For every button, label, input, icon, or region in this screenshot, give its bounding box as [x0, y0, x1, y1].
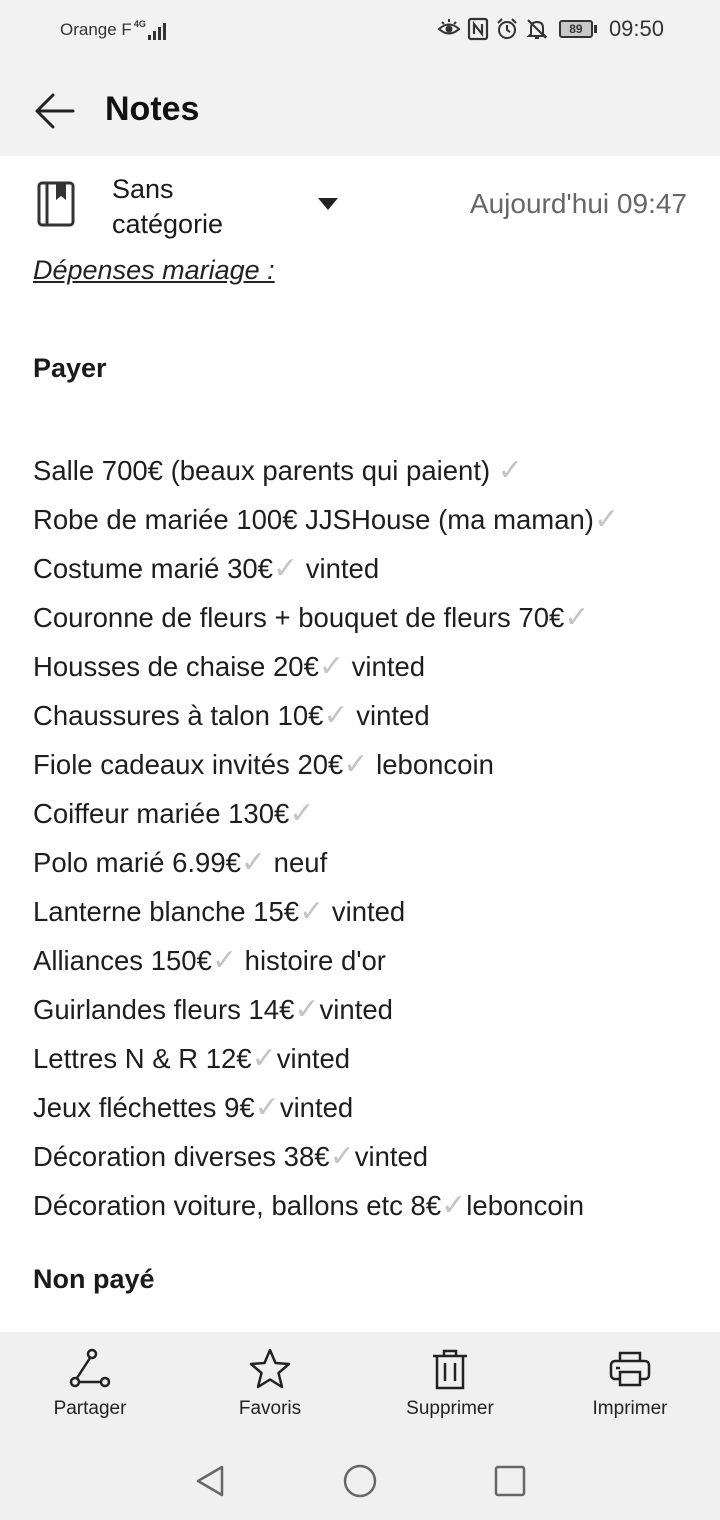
- expense-source: leboncoin: [368, 749, 494, 780]
- checkmark-icon: ✓: [240, 846, 267, 879]
- expense-source: leboncoin: [466, 1190, 585, 1221]
- expense-text: Fiole cadeaux invités 20€: [33, 749, 344, 780]
- star-icon: [247, 1346, 293, 1392]
- nfc-icon: [467, 17, 489, 41]
- checkmark-icon: ✓: [254, 1091, 280, 1124]
- expense-item: [33, 544, 693, 593]
- nav-recents-button[interactable]: [490, 1461, 530, 1501]
- signal-icon: [148, 22, 166, 40]
- notebook-icon: [36, 180, 76, 233]
- favorite-label: Favoris: [238, 1398, 302, 1419]
- expense-item: [33, 887, 693, 936]
- expense-item: [33, 1083, 693, 1132]
- expense-text: Housses de chaise 20€: [33, 651, 319, 682]
- expense-text: Costume marié 30€: [33, 553, 273, 584]
- expense-text: Polo marié 6.99€: [33, 847, 241, 878]
- delete-label: Supprimer: [406, 1398, 494, 1419]
- expense-item: [33, 1132, 693, 1181]
- nav-back-button[interactable]: [190, 1461, 230, 1501]
- expense-text: Couronne de fleurs + bouquet de fleurs 70€: [33, 602, 565, 633]
- printer-icon: [607, 1346, 653, 1392]
- alarm-icon: [495, 17, 519, 41]
- expense-text: Alliances 150€: [33, 945, 212, 976]
- note-heading: Dépenses mariage :: [33, 255, 275, 285]
- eye-comfort-icon: [437, 17, 461, 41]
- expense-item: [33, 593, 693, 642]
- expense-item: [33, 495, 693, 544]
- carrier-info: [60, 20, 166, 40]
- favorite-button[interactable]: [180, 1332, 360, 1442]
- checkmark-icon: ✓: [294, 993, 320, 1026]
- expense-source: vinted: [276, 1043, 351, 1074]
- checkmark-icon: ✓: [211, 944, 238, 977]
- expense-source: vinted: [348, 700, 430, 731]
- expense-source: vinted: [279, 1092, 354, 1123]
- note-body[interactable]: [33, 250, 693, 1357]
- expense-source: vinted: [298, 553, 380, 584]
- expense-item: [33, 446, 693, 495]
- expense-item: [33, 740, 693, 789]
- note-timestamp: Aujourd'hui 09:47: [469, 188, 687, 219]
- nav-home-icon: [342, 1463, 378, 1499]
- arrow-left-icon: [33, 91, 77, 131]
- expense-text: Guirlandes fleurs 14€: [33, 994, 295, 1025]
- checkmark-icon: ✓: [593, 503, 620, 536]
- battery-level: 89: [569, 22, 583, 36]
- nav-home-button[interactable]: [340, 1461, 380, 1501]
- checkmark-icon: ✓: [289, 797, 315, 830]
- nav-recents-icon: [492, 1463, 528, 1499]
- system-nav-bar: [0, 1442, 720, 1520]
- expense-list: [33, 446, 693, 1230]
- expense-text: Lettres N & R 12€: [33, 1043, 252, 1074]
- note-meta-row: [0, 166, 720, 246]
- expense-text: Lanterne blanche 15€: [33, 896, 300, 927]
- checkmark-icon: ✓: [318, 650, 345, 683]
- print-label: Imprimer: [592, 1398, 668, 1419]
- expense-text: Chaussures à talon 10€: [33, 700, 324, 731]
- bottom-toolbar: [0, 1332, 720, 1442]
- checkmark-icon: ✓: [564, 601, 590, 634]
- category-selector[interactable]: Sans catégorie: [112, 174, 224, 239]
- checkmark-icon: ✓: [329, 1140, 355, 1173]
- expense-source: neuf: [266, 847, 328, 878]
- checkmark-icon: ✓: [251, 1042, 277, 1075]
- carrier-name: Orange F: [60, 20, 132, 39]
- expense-source: histoire d'or: [237, 945, 386, 976]
- expense-source: vinted: [354, 1141, 429, 1172]
- checkmark-icon: ✓: [441, 1189, 467, 1222]
- mute-icon: [525, 17, 549, 41]
- expense-source: vinted: [344, 651, 426, 682]
- checkmark-icon: ✓: [272, 552, 299, 585]
- share-label: Partager: [53, 1398, 127, 1419]
- back-button[interactable]: [30, 86, 80, 136]
- expense-source: vinted: [319, 994, 393, 1025]
- page-title: Notes: [105, 90, 200, 128]
- dropdown-arrow-icon[interactable]: [316, 194, 340, 214]
- expense-text: Coiffeur mariée 130€: [33, 798, 290, 829]
- expense-item: [33, 838, 693, 887]
- expense-item: [33, 1181, 693, 1230]
- checkmark-icon: ✓: [323, 699, 349, 732]
- section-title-unpaid: Non payé: [33, 1264, 155, 1294]
- expense-item: [33, 691, 693, 740]
- print-button[interactable]: [540, 1332, 720, 1442]
- expense-item: [33, 985, 693, 1034]
- status-bar: [0, 0, 720, 62]
- checkmark-icon: ✓: [299, 895, 325, 928]
- network-type: 4G: [133, 19, 146, 29]
- expense-text: Décoration voiture, ballons etc 8€: [33, 1190, 442, 1221]
- expense-source: vinted: [324, 896, 406, 927]
- expense-item: [33, 936, 693, 985]
- trash-icon: [427, 1346, 473, 1392]
- section-title-paid: Payer: [33, 353, 107, 383]
- share-icon: [67, 1346, 113, 1392]
- expense-item: [33, 1034, 693, 1083]
- checkmark-icon: ✓: [343, 748, 369, 781]
- expense-text: Jeux fléchettes 9€: [33, 1092, 255, 1123]
- expense-text: Robe de mariée 100€ JJSHouse (ma maman): [33, 504, 594, 535]
- expense-text: Salle 700€ (beaux parents qui paient): [33, 455, 498, 486]
- expense-item: [33, 789, 693, 838]
- expense-item: [33, 642, 693, 691]
- clock: 09:50: [608, 16, 664, 41]
- app-bar: [0, 62, 720, 156]
- expense-text: Décoration diverses 38€: [33, 1141, 330, 1172]
- status-icons: [437, 16, 664, 42]
- nav-back-icon: [192, 1463, 228, 1499]
- battery-icon: [559, 20, 597, 38]
- checkmark-icon: ✓: [497, 454, 523, 487]
- share-button[interactable]: [0, 1332, 180, 1442]
- delete-button[interactable]: [360, 1332, 540, 1442]
